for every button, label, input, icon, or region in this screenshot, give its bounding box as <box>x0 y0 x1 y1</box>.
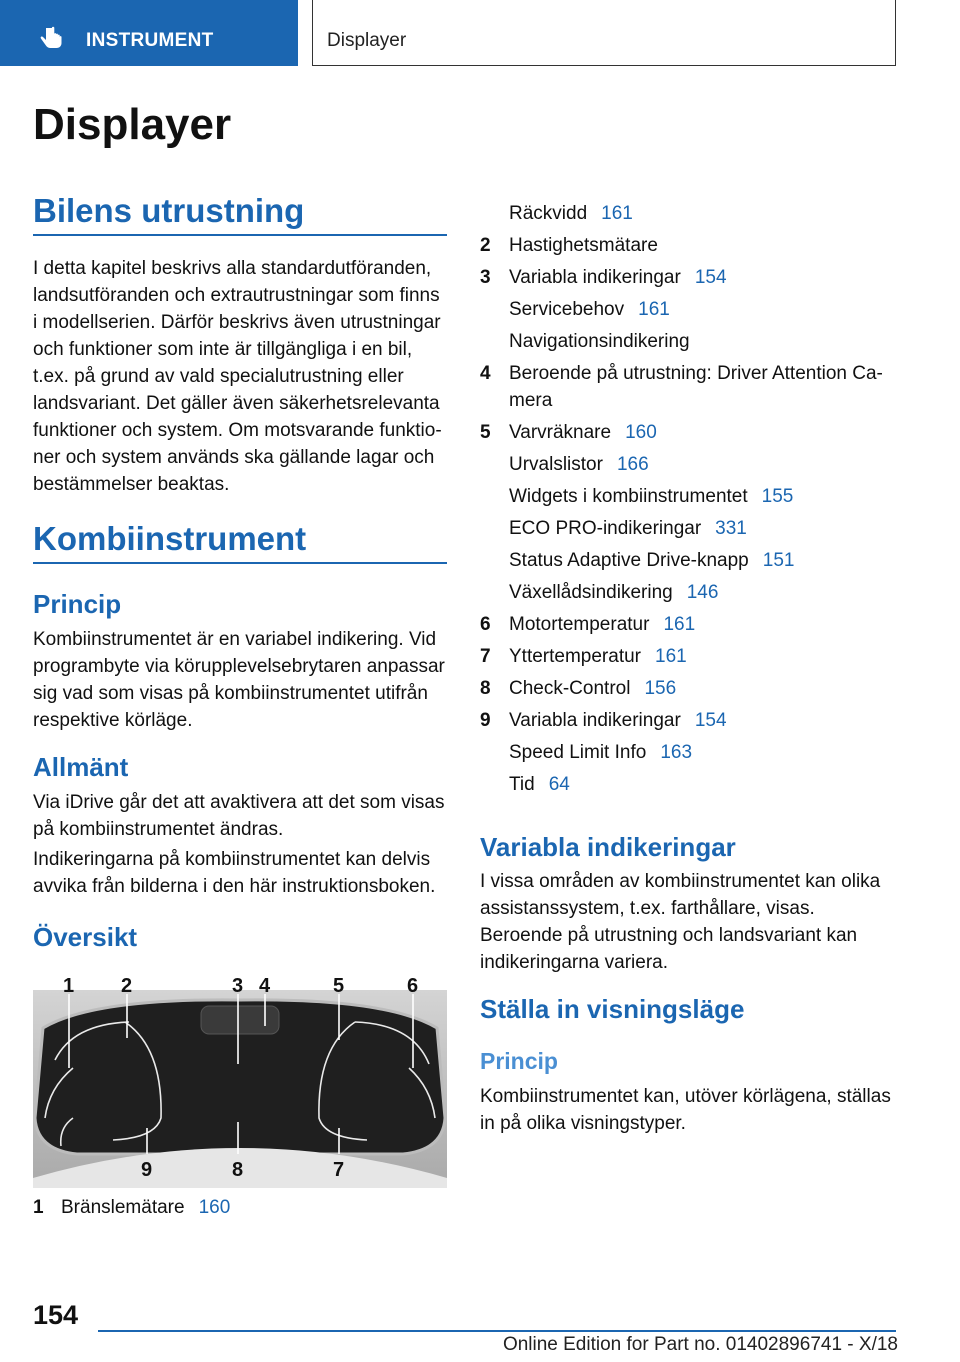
figure-label-5: 5 <box>333 975 345 997</box>
heading-princip-2: Princip <box>480 1048 558 1074</box>
instrument-cluster-image <box>33 968 447 1188</box>
heading-rule <box>33 234 447 236</box>
header-bar <box>0 0 960 66</box>
item-text: Variabla indikeringar <box>509 710 681 731</box>
item-text: Speed Limit Info <box>509 742 647 763</box>
list-item <box>480 579 900 606</box>
item-number: 4 <box>480 363 491 384</box>
list-item <box>480 264 900 291</box>
page-reference[interactable]: 331 <box>715 518 747 539</box>
item-text: Navigationsindikering <box>509 331 690 352</box>
heading-allmant: Allmänt <box>33 752 129 782</box>
legend-list <box>480 200 900 803</box>
item-number: 6 <box>480 614 491 635</box>
list-item <box>480 451 900 478</box>
list-item <box>480 200 900 227</box>
figure-label-1: 1 <box>63 975 75 997</box>
page-reference[interactable]: 154 <box>694 267 727 288</box>
list-item <box>480 547 900 574</box>
item-number: 2 <box>480 235 491 256</box>
item-text: Beroende på utrustning: Driver Attention Ca-mera <box>509 363 883 411</box>
list-item <box>480 483 900 510</box>
paragraph-variabla: I vissa områden av kombiinstrumentet kan olika assistanssystem, t.ex. farthållare, visas. Beroende på utrustning och landsvariant kan indikeringarna variera. <box>480 871 881 973</box>
paragraph-allmant-2: Indikeringarna på kombiinstrumentet kan delvis avvika från bilderna i den här instruktionsboken. <box>33 849 436 897</box>
item-text: Check-Control <box>509 678 631 699</box>
list-item <box>480 771 900 798</box>
page-reference[interactable]: 161 <box>663 614 696 635</box>
item-text: Räckvidd <box>509 203 588 224</box>
page-reference[interactable]: 163 <box>660 742 693 763</box>
page-reference[interactable]: 151 <box>762 550 795 571</box>
section-tab <box>312 0 896 66</box>
figure-label-9: 9 <box>141 1159 153 1181</box>
heading-rule <box>33 562 447 564</box>
page-reference[interactable]: 166 <box>616 454 649 475</box>
list-item <box>480 419 900 446</box>
list-item <box>480 232 900 259</box>
item-text: Yttertemperatur <box>509 646 641 667</box>
figure-label-8: 8 <box>232 1159 244 1181</box>
chapter-label: INSTRUMENT <box>86 30 214 51</box>
item-text: Motortemperatur <box>509 614 650 635</box>
page-reference[interactable]: 64 <box>548 774 570 795</box>
item-number: 9 <box>480 710 491 731</box>
item-text: ECO PRO-indikeringar <box>509 518 702 539</box>
item-number: 8 <box>480 678 491 699</box>
page-reference[interactable]: 155 <box>761 486 794 507</box>
item-text: Variabla indikeringar <box>509 267 681 288</box>
list-item <box>480 515 900 542</box>
paragraph-bilens: I detta kapitel beskrivs alla standardutföranden, landsutföranden och extrautrustningar som finns i modellserien. Därför beskrivs även utrustningar och funktioner som inte är tillgängliga i en bil, t.ex. på grund av vald specialutrustning eller landsvariant. Det gäller även säkerhetsrelevanta funktioner och system. Om motsvarande funktio-ner och system används ska gällande lagar och bestämmelser beaktas. <box>33 258 442 495</box>
figure-label-6: 6 <box>407 975 419 997</box>
item-text: Tid <box>509 774 535 795</box>
page-reference[interactable]: 160 <box>625 422 657 443</box>
list-item <box>480 360 900 414</box>
item-text: Växellådsindikering <box>509 582 673 603</box>
item-text: Hastighetsmätare <box>509 235 658 256</box>
item-text: Bränslemätare <box>61 1197 185 1218</box>
paragraph-princip: Kombiinstrumentet är en variabel indikering. Vid programbyte via körupplevelsebrytaren anpassar sig vad som visas på kombiinstrumentet utifrån respektive körläge. <box>33 629 445 731</box>
page-reference[interactable]: 154 <box>694 710 727 731</box>
page-reference[interactable]: 146 <box>686 582 719 603</box>
page-title: Displayer <box>33 100 232 149</box>
figure-label-7: 7 <box>333 1159 345 1181</box>
heading-oversikt: Översikt <box>33 922 138 952</box>
heading-bilens-utrustning: Bilens utrustning <box>33 192 305 229</box>
item-text: Servicebehov <box>509 299 625 320</box>
paragraph-princip-2: Kombiinstrumentet kan, utöver körlägena, ställas in på olika visningstyper. <box>480 1086 891 1134</box>
figure-label-3: 3 <box>232 975 244 997</box>
list-item <box>480 296 900 323</box>
figure-label-4: 4 <box>259 975 271 997</box>
page-reference[interactable]: 161 <box>655 646 687 667</box>
paragraph-allmant-1: Via iDrive går det att avaktivera att det som visas på kombiinstrumentet ändras. <box>33 792 445 840</box>
figure-label-2: 2 <box>121 975 133 997</box>
section-label: Displayer <box>327 30 407 51</box>
page-reference[interactable]: 156 <box>644 678 677 699</box>
list-item <box>480 675 900 702</box>
list-item <box>480 707 900 734</box>
footer-edition: Online Edition for Part no. 01402896741 - X/18 <box>502 1334 898 1355</box>
item-text: Varvräknare <box>509 422 612 443</box>
heading-kombiinstrument: Kombiinstrument <box>33 520 307 557</box>
page-reference[interactable]: 161 <box>638 299 670 320</box>
pointing-hand-icon <box>38 26 66 52</box>
footer-rule <box>98 1330 896 1332</box>
item-text: Status Adaptive Drive-knapp <box>509 550 749 571</box>
heading-princip: Princip <box>33 589 122 619</box>
page-reference[interactable]: 161 <box>601 203 633 224</box>
list-item <box>480 328 900 355</box>
heading-variabla-indikeringar: Variabla indikeringar <box>480 832 736 862</box>
item-text: Widgets i kombiinstrumentet <box>509 486 748 507</box>
item-number: 5 <box>480 422 491 443</box>
page-reference[interactable]: 160 <box>198 1197 231 1218</box>
list-item <box>480 739 900 766</box>
chapter-tab[interactable] <box>0 0 298 66</box>
item-number: 7 <box>480 646 491 667</box>
item-number: 3 <box>480 267 491 288</box>
heading-stalla-in-visningslage: Ställa in visningsläge <box>480 994 745 1024</box>
item-number: 1 <box>33 1197 44 1218</box>
page-number: 154 <box>33 1300 79 1330</box>
list-item <box>480 643 900 670</box>
list-item <box>480 611 900 638</box>
item-text: Urvalslistor <box>509 454 603 475</box>
